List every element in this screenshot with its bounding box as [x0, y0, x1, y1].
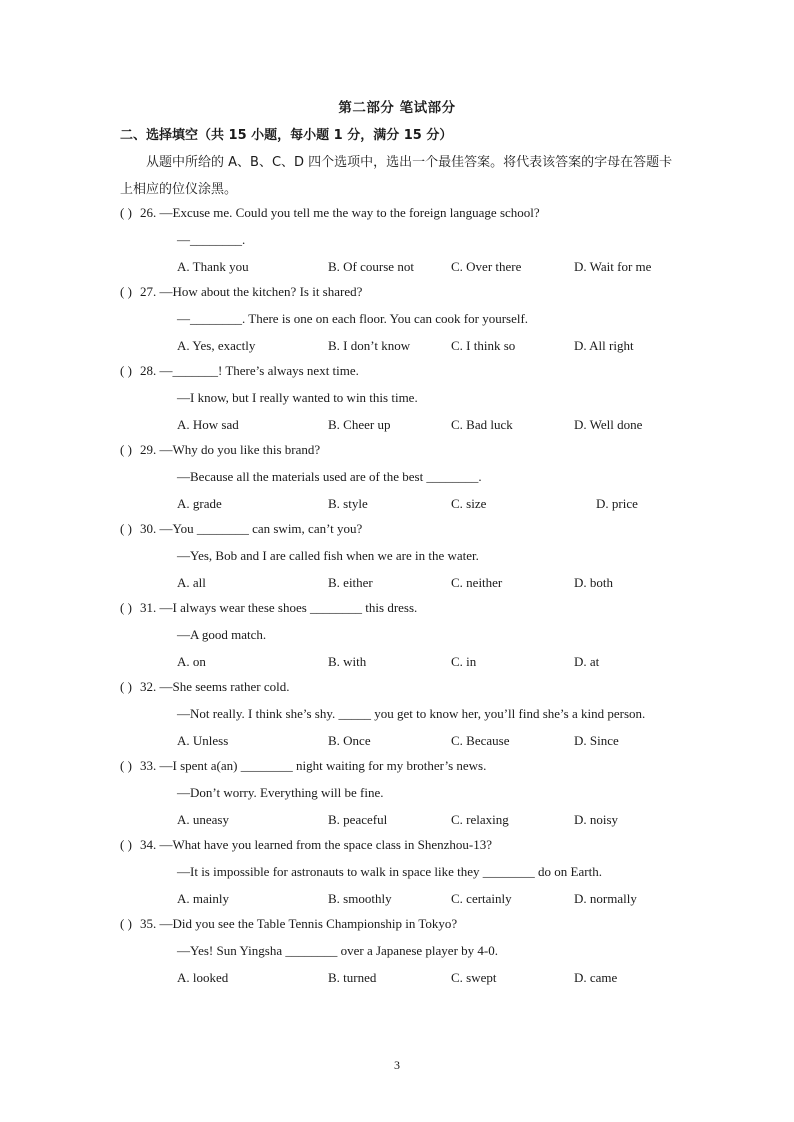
- question-stem: 30. —You ________ can swim, can’t you?: [140, 521, 363, 536]
- option-c: C. size: [451, 496, 487, 511]
- option-d: D. at: [574, 654, 600, 669]
- option-b: B. turned: [328, 970, 377, 985]
- question-response: —I know, but I really wanted to win this time.: [177, 390, 418, 405]
- answer-paren: ( ): [120, 600, 132, 615]
- answer-paren: ( ): [120, 521, 132, 536]
- question-response: —Not really. I think she’s shy. _____ you get to know her, you’ll find she’s a kind person.: [177, 706, 646, 721]
- option-c: C. in: [451, 654, 477, 669]
- question-stem: 28. —_______! There’s always next time.: [140, 363, 359, 378]
- option-a: A. grade: [177, 496, 222, 511]
- question-32: [0, 677, 794, 756]
- answer-paren: ( ): [120, 442, 132, 457]
- question-stem: 33. —I spent a(an) ________ night waiting for my brother’s news.: [140, 758, 487, 773]
- option-d: D. both: [574, 575, 613, 590]
- question-stem: 34. —What have you learned from the space class in Shenzhou-13?: [140, 837, 492, 852]
- question-35: [0, 914, 794, 993]
- question-26: [0, 203, 794, 282]
- option-d: D. noisy: [574, 812, 619, 827]
- option-b: B. with: [328, 654, 367, 669]
- section-title: 二、选择填空（共 15 小题，每小题 1 分，满分 15 分）: [120, 128, 453, 143]
- instruction-text: 从题中所给的 A、B、C、D 四个选项中，选出一个最佳答案。将代表该答案的字母在答题卡上相应的位仪涂黑。: [120, 155, 673, 197]
- option-a: A. uneasy: [177, 812, 229, 827]
- option-d: D. Since: [574, 733, 619, 748]
- answer-paren: ( ): [120, 758, 132, 773]
- option-c: C. I think so: [451, 338, 516, 353]
- question-response: —It is impossible for astronauts to walk in space like they ________ do on Earth.: [177, 864, 602, 879]
- option-d: D. Well done: [574, 417, 643, 432]
- answer-paren: ( ): [120, 679, 132, 694]
- question-response: —Yes! Sun Yingsha ________ over a Japanese player by 4-0.: [177, 943, 498, 958]
- question-28: [0, 361, 794, 440]
- question-29: [0, 440, 794, 519]
- option-c: C. neither: [451, 575, 503, 590]
- question-response: —Don’t worry. Everything will be fine.: [177, 785, 384, 800]
- question-response: —Yes, Bob and I are called fish when we are in the water.: [177, 548, 479, 563]
- option-c: C. swept: [451, 970, 497, 985]
- option-a: A. Unless: [177, 733, 229, 748]
- question-stem: 32. —She seems rather cold.: [140, 679, 290, 694]
- option-b: B. Cheer up: [328, 417, 391, 432]
- part-title: 第二部分 笔试部分: [338, 100, 456, 116]
- option-a: A. all: [177, 575, 206, 590]
- question-stem: 29. —Why do you like this brand?: [140, 442, 321, 457]
- option-b: B. Once: [328, 733, 371, 748]
- question-27: [0, 282, 794, 361]
- option-a: A. on: [177, 654, 206, 669]
- option-c: C. Over there: [451, 259, 522, 274]
- answer-paren: ( ): [120, 284, 132, 299]
- question-stem: 31. —I always wear these shoes ________ this dress.: [140, 600, 418, 615]
- page-number: 3: [394, 1058, 400, 1072]
- option-b: B. peaceful: [328, 812, 388, 827]
- question-stem: 35. —Did you see the Table Tennis Championship in Tokyo?: [140, 916, 458, 931]
- question-33: [0, 756, 794, 835]
- question-response: —A good match.: [177, 627, 267, 642]
- option-b: B. smoothly: [328, 891, 392, 906]
- option-b: B. style: [328, 496, 368, 511]
- option-c: C. relaxing: [451, 812, 509, 827]
- question-list: [0, 203, 794, 993]
- option-c: C. Because: [451, 733, 510, 748]
- option-d: D. normally: [574, 891, 637, 906]
- answer-paren: ( ): [120, 205, 132, 220]
- option-b: B. Of course not: [328, 259, 414, 274]
- option-a: A. looked: [177, 970, 229, 985]
- answer-paren: ( ): [120, 916, 132, 931]
- option-c: C. certainly: [451, 891, 512, 906]
- question-response: —________. There is one on each floor. You can cook for yourself.: [177, 311, 529, 326]
- option-a: A. Thank you: [177, 259, 249, 274]
- option-a: A. Yes, exactly: [177, 338, 256, 353]
- option-d: D. All right: [574, 338, 634, 353]
- option-c: C. Bad luck: [451, 417, 513, 432]
- option-b: B. either: [328, 575, 373, 590]
- question-stem: 26. —Excuse me. Could you tell me the way to the foreign language school?: [140, 205, 540, 220]
- option-a: A. How sad: [177, 417, 239, 432]
- question-30: [0, 519, 794, 598]
- question-34: [0, 835, 794, 914]
- option-d: D. came: [574, 970, 618, 985]
- answer-paren: ( ): [120, 363, 132, 378]
- option-d: D. price: [596, 496, 638, 511]
- option-d: D. Wait for me: [574, 259, 652, 274]
- question-stem: 27. —How about the kitchen? Is it shared?: [140, 284, 363, 299]
- question-response: —Because all the materials used are of the best ________.: [177, 469, 482, 484]
- question-response: —________.: [177, 232, 246, 247]
- question-31: [0, 598, 794, 677]
- answer-paren: ( ): [120, 837, 132, 852]
- option-a: A. mainly: [177, 891, 229, 906]
- option-b: B. I don’t know: [328, 338, 411, 353]
